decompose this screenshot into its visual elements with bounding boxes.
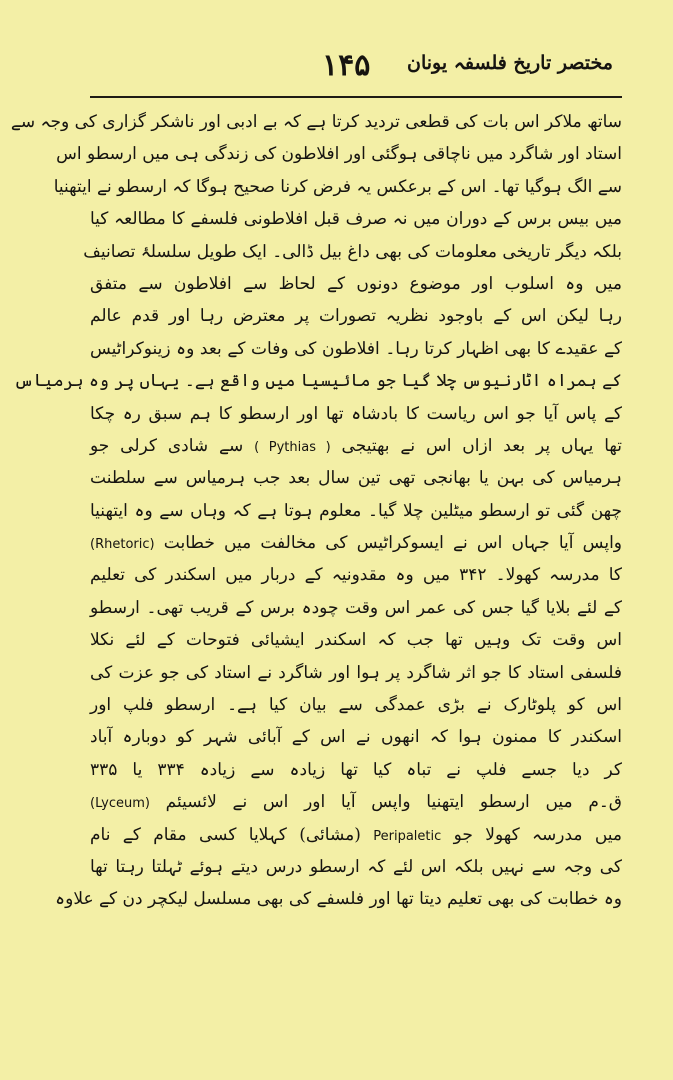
text-line: اس کو پلوٹارک نے بڑی عمدگی سے بیان کیا ہے۔ ارسطو فلپ اور [90,695,622,716]
text-segment: ق۔م میں ارسطو ایتھنیا واپس آیا اور اس نے لائسیئم [165,792,622,813]
text-line: وہ خطابت کی بھی تعلیم دیتا تھا اور فلسفے کی بھی مسلسل لیکچر دن کے علاوہ [55,889,622,910]
text-line: کے ہمراہ اٹارنیوس چلا گیا جو مائیسیا میں واقع ہے۔ یہاں پر وہ ہرمیاس [13,371,622,392]
text-line: سے الگ ہوگیا تھا۔ اس کے برعکس یہ فرض کرنا صحیح ہوگا کہ ارسطو نے ایتھنیا [53,176,622,197]
text-line: کی وجہ سے نہیں بلکہ اس لئے کہ ارسطو درس دیتے ہوئے ٹہلتا رہتا تھا [90,856,622,877]
text-line: استاد اور شاگرد میں ناچاقی ہوگئی اور افلاطون کی زندگی ہی میں ارسطو اس [56,144,622,165]
header-rule [90,96,622,98]
latin-term-peripatetic: Peripaletic [373,828,442,844]
latin-term-rhetoric: (Rhetoric) [90,537,155,553]
text-line: بلکہ دیگر تاریخی معلومات کی بھی داغ بیل ڈالی۔ ایک طویل سلسلۂ تصانیف [83,241,622,262]
text-line: رہا لیکن اس کے باوجود نظریہ تصورات پر معترض رہا اور قدم عالم [90,306,622,327]
text-body [10,106,623,916]
text-segment: سے شادی کرلی جو [90,435,244,456]
text-segment: تھا یہاں پر بعد ازاں اس نے بھتیجی [341,435,622,456]
page-number: ۱۴۵ [322,48,371,83]
text-line: میں وہ اسلوب اور موضوع دونوں کے لحاظ سے افلاطون سے متفق [90,273,622,294]
latin-term-pythias: ( Pythias ) [254,439,331,455]
text-line: کے لئے بلایا گیا جس کی عمر اس وقت چودہ برس کے قریب تھی۔ ارسطو [90,597,622,618]
text-line: کے پاس آیا جو اس ریاست کا بادشاہ تھا اور ارسطو کا ہم سبق رہ چکا [90,403,622,424]
latin-term-lyceum: (Lyceum) [90,796,150,812]
text-line: چھن گئی تو ارسطو میٹلین چلا گیا۔ معلوم ہوتا ہے کہ وہاں سے وہ ایتھنیا [90,500,622,521]
text-line [90,430,622,462]
text-segment: واپس آیا جہاں اس نے ایسوکراٹیس کی مخالفت میں خطابت [163,533,622,554]
text-line [90,786,622,818]
text-line: کا مدرسہ کھولا۔ ۳۴۲ میں وہ مقدونیہ کے دربار میں اسکندر کی تعلیم [90,565,622,586]
text-line: فلسفی استاد کا جو اثر شاگرد پر ہوا اور شاگرد نے استاد کی جو عزت کی [90,662,622,683]
text-line: اسکندر کا ممنون ہوا کہ انھوں نے اس کے آبائی شہر کو دوبارہ آباد [90,727,622,748]
text-line: کے عقیدے کا بھی اظہار کرتا رہا۔ افلاطون کی وفات کے بعد وہ زینوکراٹیس [90,338,622,359]
text-segment: میں مدرسہ کھولا جو [453,824,623,845]
text-line: اس وقت تک وہیں تھا جب کہ اسکندر ایشیائی فتوحات کے لئے نکلا [90,630,622,651]
text-line: میں بیس برس کے دوران میں نہ صرف قبل افلاطونی فلسفے کا مطالعہ کیا [90,209,622,230]
text-line: ساتھ ملاکر اس بات کی قطعی تردید کرتا ہے کہ بے ادبی اور ناشکر گزاری کی وجہ سے [10,112,622,132]
text-line: ہرمیاس کی بہن یا بھانجی تھی تین سال بعد جب ہرمیاس سے سلطنت [90,468,622,489]
page-header [60,40,613,90]
text-segment: (مشائی) کہلایا کسی مقام کے نام [90,824,361,845]
text-line [90,527,622,559]
text-line: کر دیا جسے فلپ نے تباہ کیا تھا زیادہ سے زیادہ ۳۳۴ یا ۳۳۵ [90,759,623,780]
running-head: مختصر تاریخ فلسفہ یونان [407,52,613,74]
text-line [90,819,622,851]
